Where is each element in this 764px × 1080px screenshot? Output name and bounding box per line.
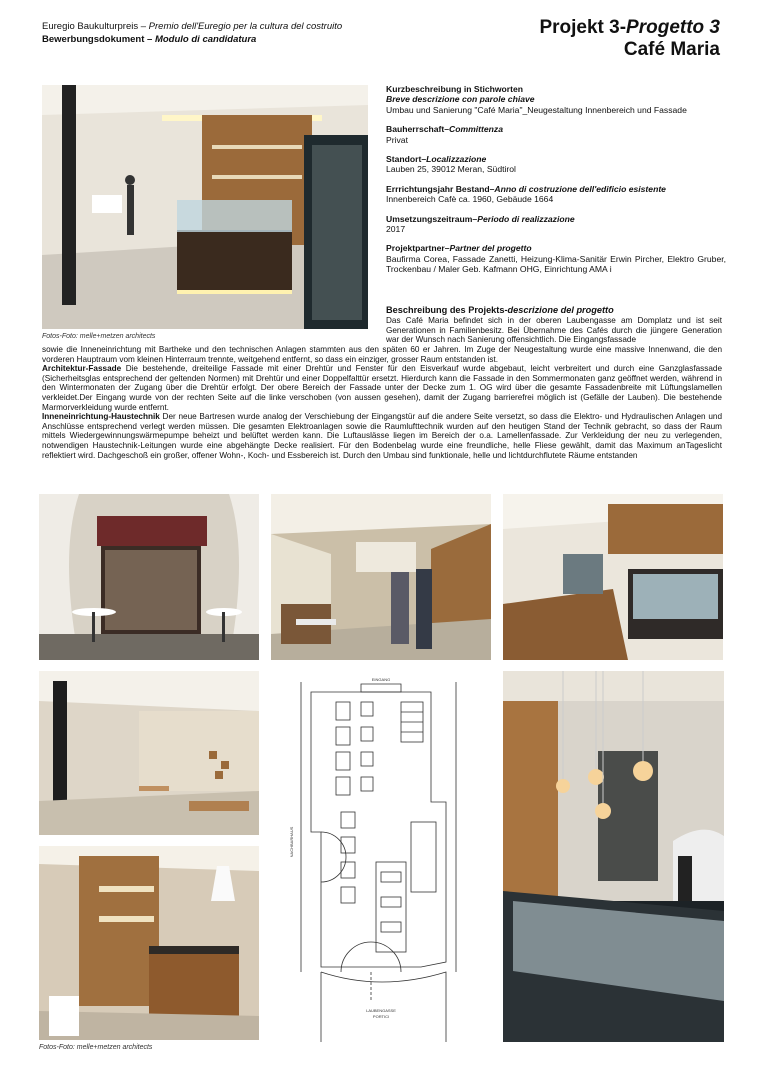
plan-label-top: EINGANG — [371, 677, 391, 682]
fact-label-de: Kurzbeschreibung in Stichworten — [386, 84, 524, 94]
fact-value: 2017 — [386, 224, 406, 235]
fact-client — [386, 124, 726, 145]
photo-credit-bottom: Fotos-Foto: melle+metzen architects — [39, 1044, 153, 1051]
description-title-it: descrizione del progetto — [507, 305, 614, 315]
photo-display-counter — [503, 494, 723, 660]
plan-label-bottom-de: LAUBENGASSE — [366, 1008, 396, 1013]
fact-value: Lauben 25, 39012 Meran, Südtirol — [386, 164, 516, 175]
fact-label-it: Localizzazione — [426, 154, 487, 165]
description-interior-label: Inneneinrichtung-Haustechnik — [42, 412, 160, 422]
description-intro-rest: sowie die Inneneinrichtung mit Bartheke und den technischen Anlagen stammten aus den späten 60 er Jahren. Im Zuge der Neugestaltung wurde eine massive Innenwand, die den vorderen Hauptraum vom kleinen Hinterraum trennte, weitgehend entfernt, so dass ein einziger, grosser Raum entstanden ist. — [42, 345, 722, 364]
fact-short-description — [386, 84, 726, 115]
photo-facade-entrance — [39, 494, 259, 660]
header-doc-it: Modulo di candidatura — [154, 34, 257, 45]
fact-value: Baufirma Corea, Fassade Zanetti, Heizung-Klima-Sanitär Erwin Pircher, Elektro Gruber, Trockenbau / Maler Geb. Kafmann OHG, Einrichtung AMA i — [386, 253, 726, 275]
description-intro-top: Das Café Maria befindet sich in der oberen Laubengasse am Domplatz und ist seit Generationen in Familienbesitz. Bei Übernahme des Cafés durch die jüngere Generation war der Wunsch nach Sanierung offensichtlich. Die Eingangsfassade — [386, 316, 722, 345]
description-title-de: Beschreibung des Projekts- — [386, 305, 508, 315]
project-title — [539, 17, 720, 61]
fact-label-it: Committenza — [449, 124, 504, 135]
photo-seating-area — [271, 494, 491, 660]
fact-location — [386, 154, 726, 175]
photo-credit-top: Fotos-Foto: melle+metzen architects — [42, 333, 156, 340]
description-facade-label: Architektur-Fassade — [42, 364, 122, 374]
project-number-it: Progetto 3 — [626, 17, 720, 38]
fact-value: Privat — [386, 134, 408, 145]
fact-value: Umbau und Sanierung "Café Maria"_Neugestaltung Innenbereich und Fassade — [386, 104, 687, 115]
description-interior-text: Der neue Bartresen wurde analog der Verschiebung der Eingangstür auf die andere Seite versetzt, so dass die Elektro- und Hydraulischen Anlagen und Anschlüsse entsprechend verlegt werden müssen. Die gesamten Elektroanlagen sowie die Raumlufttechnik wurden auf den heutigen Stand der Technik gebracht, so dass der Raum mittels Wiedergewinnungswärmepumpe beheizt und belüftet werden kann. Die Luftauslässe liegen im Bereich der o.a. Lamellenfassade. Zur Verkleidung der neu zu verlegenden, notwendigen Haustechnik-Leitungen wurde eine abgehängte Decke realisiert. Für den Bodenbelag wurde eine freundliche, helle Fliese gewählt, damit das Maximum anTageslicht reflektiert wird. Dachgeschoß ein großer, offener Wohn-, Koch- und Essbereich ist. Durch den Umbau sind funktionale, helle und lichtdurchflutete Räume entstanden — [42, 412, 722, 460]
fact-label-de: Projektpartner– — [386, 243, 450, 254]
floor-plan-drawing — [281, 672, 483, 1042]
fact-label-de: Errrichtungsjahr Bestand– — [386, 183, 495, 194]
fact-label-de: Bauherrschaft– — [386, 124, 450, 135]
photo-rear-room — [39, 671, 259, 835]
photo-pendant-lamps-counter — [503, 671, 724, 1042]
header-doc-de: Bewerbungsdokument – — [42, 34, 155, 45]
fact-label-it: Periodo di realizzazione — [477, 213, 575, 224]
description-body — [42, 345, 722, 460]
main-photo-bar-interior — [42, 85, 368, 329]
fact-label-de: Umsetzungszeitraum– — [386, 213, 478, 224]
document-header — [42, 20, 342, 46]
photo-bar-counter — [39, 846, 259, 1040]
fact-label-it: Breve descrizione con parole chiave — [386, 94, 535, 105]
project-name: Café Maria — [623, 39, 720, 60]
project-facts — [386, 84, 726, 284]
header-prize-de: Euregio Baukulturpreis – — [42, 21, 149, 32]
project-number-de: Projekt 3- — [539, 17, 627, 38]
fact-implementation-period — [386, 214, 726, 235]
fact-project-partners — [386, 243, 726, 274]
fact-construction-year — [386, 184, 726, 205]
description-facade-text: Die bestehende, dreiteilige Fassade mit einer Drehtür und Fenster für den Eisverkauf wurde abgebaut, leicht verbreitert und durch eine Ganzglasfassade (Sicherheitsglas entsprechend der geltenden Normen) mit Drehtür und einer Doppelfalttür ersetzt. Hierdurch kann die Fassade in den Sommermonaten ganz geöffnet werden, während in den Wintermonaten der Zugang über die Drehtür erfolgt. Der obere Bereich der Fassade unter der Decke zum 1. OG wird über die gesamte Fassadenbreite mit Lüftungslamellen verkleidet.Der Eingang wurde von der rechten Seite auf die linke verschoben (von aussen gesehen), damit der Zugang barrierefrei möglich ist (Gefälle der Lauben). Die bestehende Marmorverkleidung wurde entfernt. — [42, 364, 722, 412]
fact-value: Innenbereich Cafè ca. 1960, Gebäude 1664 — [386, 194, 554, 205]
fact-label-de: Standort– — [386, 154, 427, 165]
description-title — [386, 305, 614, 315]
fact-label-it: Partner del progetto — [449, 243, 532, 254]
plan-label-side: NACHBARHAUS — [289, 826, 294, 858]
header-prize-it: Premio dell'Euregio per la cultura del costruito — [148, 21, 343, 32]
plan-label-bottom-it: PORTICI — [372, 1014, 390, 1019]
fact-label-it: Anno di costruzione dell'edificio esistente — [494, 183, 666, 194]
